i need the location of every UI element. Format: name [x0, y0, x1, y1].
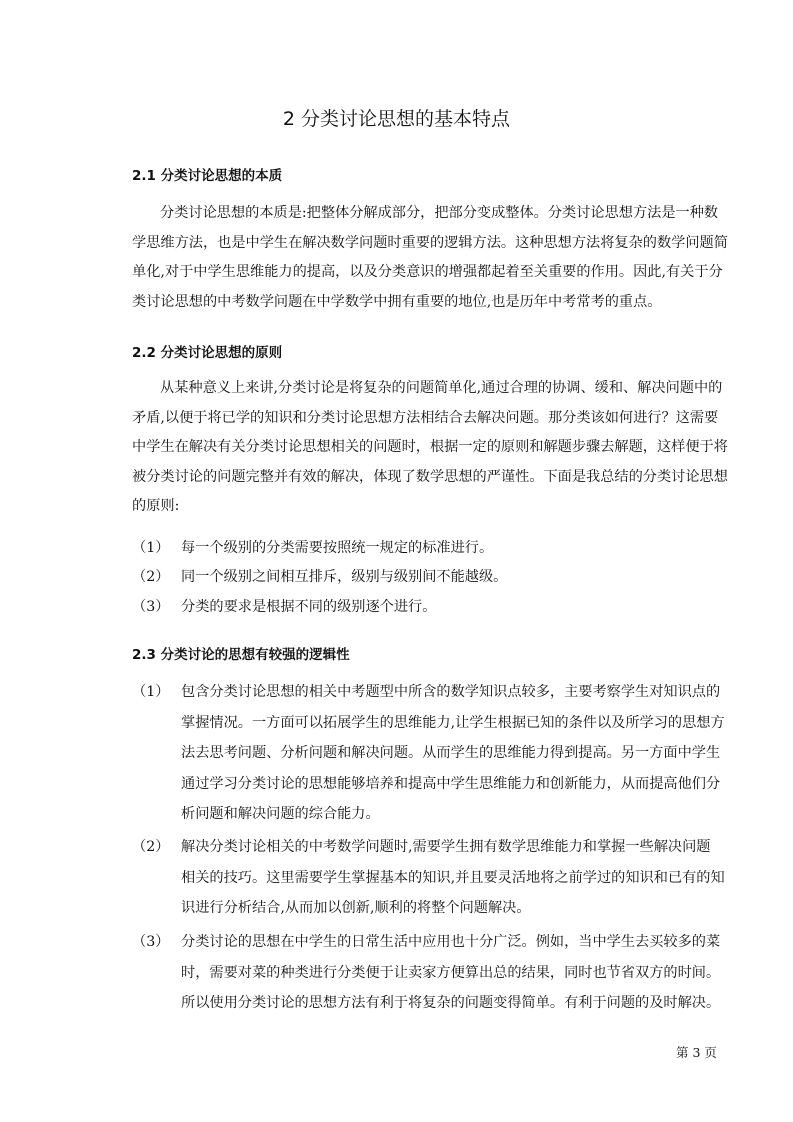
item-line: 通过学习分类讨论的思想能够培养和提高中学生思维能力和创新能力，从而提高他们分: [181, 775, 721, 792]
section-2-2-paragraph: [132, 374, 728, 522]
item-text: 每一个级别的分类需要按照统一规定的标准进行。: [181, 540, 494, 556]
item-text: 分类的要求是根据不同的级别逐个进行。: [181, 599, 437, 615]
item-number: （3）: [132, 934, 170, 950]
item-line: 识进行分析结合,从而加以创新,顺利的将整个问题解决。: [181, 900, 531, 916]
section-heading-2-1: 2.1 分类讨论思想的本质: [132, 168, 283, 184]
chapter-title: 2 分类讨论思想的基本特点: [282, 108, 511, 130]
section-2-1-paragraph: [132, 199, 728, 317]
item-line: 相关的技巧。这里需要学生掌握基本的知识,并且要灵活地将之前学过的知识和已有的知: [181, 869, 725, 886]
paragraph-line: 的原则:: [132, 498, 180, 514]
principle-item-1: [132, 534, 732, 564]
logic-item-2: [132, 832, 732, 924]
principle-item-3: [132, 593, 732, 623]
paragraph-line: 单化,对于中学生思维能力的提高，以及分类意识的增强都起着至关重要的作用。因此,有关于分: [132, 264, 723, 280]
paragraph-line: 从某种意义上来讲,分类讨论是将复杂的问题简单化,通过合理的协调、缓和、解决问题中的: [160, 380, 723, 396]
paragraph-line: 中学生在解决有关分类讨论思想相关的问题时，根据一定的原则和解题步骤去解题，这样便于将: [132, 439, 728, 455]
paragraph-line: 分类讨论思想的本质是:把整体分解成部分，把部分变成整体。分类讨论思想方法是一种数: [160, 205, 719, 221]
paragraph-line: 类讨论思想的中考数学问题在中学数学中拥有重要的地位,也是历年中考常考的重点。: [132, 293, 662, 310]
item-line: 解决分类讨论相关的中考数学问题时,需要学生拥有数学思维能力和掌握一些解决问题: [181, 839, 711, 855]
paragraph-line: 矛盾,以便于将已学的知识和分类讨论思想方法相结合去解决问题。那分类该如何进行？这需要: [132, 409, 719, 426]
item-line: 包含分类讨论思想的相关中考题型中所含的数学知识点较多，主要考察学生对知识点的: [181, 684, 721, 700]
item-number: （1）: [132, 540, 170, 556]
paragraph-line: 被分类讨论的问题完整并有效的解决，体现了数学思想的严谨性。下面是我总结的分类讨论思想: [132, 468, 728, 485]
item-number: （2）: [132, 839, 170, 855]
section-heading-2-3: 2.3 分类讨论的思想有较强的逻辑性: [132, 647, 350, 663]
item-line: 掌握情况。一方面可以拓展学生的思维能力,让学生根据已知的条件以及所学习的思想方: [181, 714, 725, 731]
item-line: 所以使用分类讨论的思想方法有利于将复杂的问题变得简单。有利于问题的及时解决。: [181, 995, 721, 1011]
section-heading-2-2: 2.2 分类讨论思想的原则: [132, 345, 283, 361]
item-line: 分类讨论的思想在中学生的日常生活中应用也十分广泛。例如，当中学生去买较多的菜: [181, 934, 721, 950]
item-text: 同一个级别之间相互排斥，级别与级别间不能越级。: [181, 569, 508, 585]
logic-item-1: [132, 677, 732, 830]
principle-item-2: [132, 563, 732, 593]
item-number: （2）: [132, 569, 170, 585]
item-line: 时，需要对菜的种类进行分类便于让卖家方便算出总的结果，同时也节省双方的时间。: [181, 964, 721, 981]
page-number: 第 3 页: [676, 1045, 717, 1060]
item-number: （1）: [132, 684, 170, 700]
paragraph-line: 学思维方法，也是中学生在解决数学问题时重要的逻辑方法。这种思想方法将复杂的数学问题简: [132, 234, 728, 251]
item-number: （3）: [132, 599, 170, 615]
item-line: 析问题和解决问题的综合能力。: [181, 806, 380, 822]
logic-item-3: [132, 927, 732, 1019]
item-line: 法去思考问题、分析问题和解决问题。从而学生的思维能力得到提高。另一方面中学生: [181, 745, 721, 761]
